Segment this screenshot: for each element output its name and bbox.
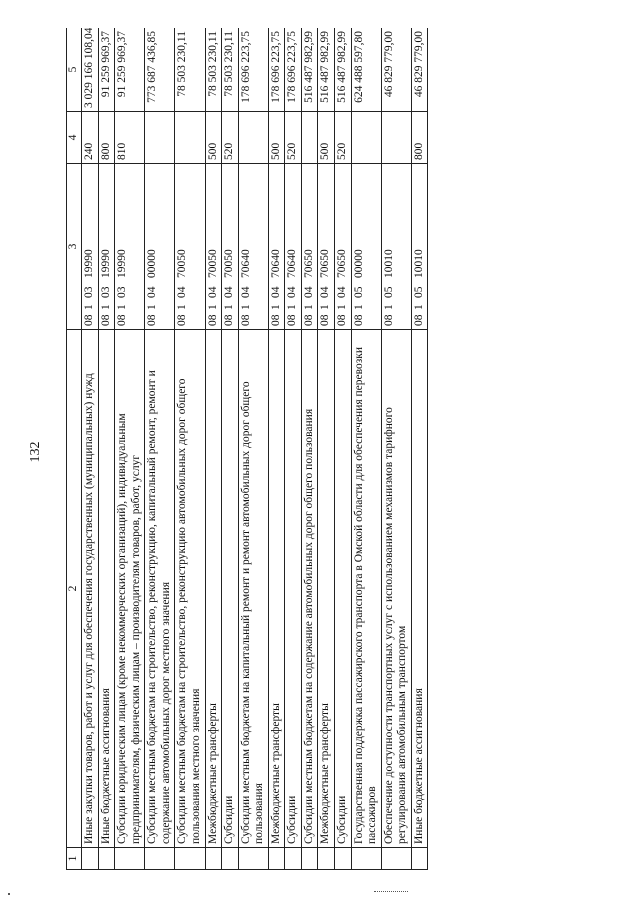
cell-name: Субсидии — [285, 330, 302, 848]
cell-kvr — [381, 112, 411, 164]
kbk-part-4: 19990 — [83, 249, 95, 278]
budget-table — [66, 28, 428, 870]
cell-kbk — [301, 164, 318, 330]
kbk-part-1: 08 — [99, 314, 112, 326]
table-row — [335, 28, 352, 870]
table-row — [205, 28, 222, 870]
kbk-part-3: 04 — [176, 286, 189, 298]
cell-sum: 3 029 166 108,04 — [82, 28, 99, 112]
cell-sum: 773 687 436,85 — [145, 28, 175, 112]
kbk-part-1: 08 — [286, 314, 299, 326]
page-number: 132 — [28, 441, 43, 463]
cell-col-1 — [268, 848, 285, 870]
cell-kvr: 500 — [268, 112, 285, 164]
cell-kbk — [222, 164, 239, 330]
cell-sum: 91 259 969,37 — [115, 28, 145, 112]
table-row — [115, 28, 145, 870]
kbk-part-1: 08 — [382, 314, 395, 326]
kbk-part-3: 05 — [382, 286, 395, 298]
kbk-part-2: 1 — [302, 304, 315, 310]
table-row — [381, 28, 411, 870]
cell-kbk — [381, 164, 411, 330]
kbk-part-4: 19990 — [99, 249, 112, 278]
kbk-part-1: 08 — [319, 314, 332, 326]
cell-name: Субсидии — [222, 330, 239, 848]
scan-dot-mark — [8, 893, 10, 895]
cell-name: Субсидии местным бюджетам на капитальный ремонт и ремонт автомобильных дорог общего пользования — [238, 330, 268, 848]
cell-name: Межбюджетные трансферты — [268, 330, 285, 848]
cell-kbk — [318, 164, 335, 330]
cell-sum: 516 487 982,99 — [301, 28, 318, 112]
cell-col-1 — [285, 848, 302, 870]
table-row — [411, 28, 428, 870]
header-col-1: 1 — [67, 848, 82, 870]
cell-name: Субсидии местным бюджетам на строительство, реконструкцию, капитальный ремонт, ремонт и содержание автомобильных дорог местного значения — [145, 330, 175, 848]
table-body — [82, 28, 428, 870]
kbk-part-3: 03 — [83, 286, 95, 298]
kbk-part-1: 08 — [269, 314, 282, 326]
kbk-part-1: 08 — [223, 314, 236, 326]
cell-col-1 — [222, 848, 239, 870]
cell-col-1 — [351, 848, 381, 870]
kbk-part-4: 00000 — [352, 249, 365, 278]
cell-kbk — [268, 164, 285, 330]
cell-kvr — [351, 112, 381, 164]
kbk-part-2: 1 — [382, 304, 395, 310]
cell-sum: 46 829 779,00 — [381, 28, 411, 112]
cell-col-1 — [381, 848, 411, 870]
kbk-part-1: 08 — [412, 314, 425, 326]
cell-kbk — [351, 164, 381, 330]
cell-kvr: 520 — [222, 112, 239, 164]
kbk-part-2: 1 — [239, 304, 252, 310]
cell-sum: 178 696 223,75 — [238, 28, 268, 112]
cell-name: Субсидии местным бюджетам на строительство, реконструкцию автомобильных дорог общего пользования местного значения — [175, 330, 205, 848]
table-row — [285, 28, 302, 870]
kbk-part-1: 08 — [83, 314, 95, 326]
cell-kvr: 240 — [82, 112, 99, 164]
cell-col-1 — [145, 848, 175, 870]
cell-name: Межбюджетные трансферты — [318, 330, 335, 848]
kbk-part-2: 1 — [83, 304, 95, 310]
cell-kbk — [335, 164, 352, 330]
cell-kvr: 500 — [318, 112, 335, 164]
cell-sum: 91 259 969,37 — [98, 28, 115, 112]
cell-name: Субсидии местным бюджетам на содержание автомобильных дорог общего пользования — [301, 330, 318, 848]
kbk-part-3: 04 — [223, 286, 236, 298]
cell-sum: 46 829 779,00 — [411, 28, 428, 112]
kbk-part-3: 04 — [269, 286, 282, 298]
cell-col-1 — [301, 848, 318, 870]
cell-name: Иные бюджетные ассигнования — [98, 330, 115, 848]
kbk-part-4: 70650 — [302, 249, 315, 278]
kbk-part-2: 1 — [412, 304, 425, 310]
kbk-part-2: 1 — [116, 304, 129, 310]
cell-col-1 — [318, 848, 335, 870]
kbk-part-4: 70050 — [176, 249, 189, 278]
kbk-part-2: 1 — [352, 304, 365, 310]
kbk-part-4: 00000 — [146, 249, 159, 278]
cell-name: Субсидии юридическим лицам (кроме некоммерческих организаций), индивидуальным предпринимателям, физическим лицам – производителям товаров, работ, услуг — [115, 330, 145, 848]
cell-kbk — [285, 164, 302, 330]
cell-kvr: 520 — [335, 112, 352, 164]
cell-sum: 178 696 223,75 — [285, 28, 302, 112]
header-col-3: 3 — [67, 164, 82, 330]
cell-sum: 78 503 230,11 — [205, 28, 222, 112]
kbk-part-4: 10010 — [412, 249, 425, 278]
kbk-part-4: 19990 — [116, 249, 129, 278]
kbk-part-3: 04 — [286, 286, 299, 298]
kbk-part-1: 08 — [352, 314, 365, 326]
kbk-part-4: 70650 — [336, 249, 348, 278]
kbk-part-2: 1 — [319, 304, 332, 310]
table-row — [145, 28, 175, 870]
kbk-part-3: 04 — [146, 286, 159, 298]
cell-kvr: 800 — [98, 112, 115, 164]
kbk-part-3: 04 — [319, 286, 332, 298]
cell-sum: 516 487 982,99 — [335, 28, 352, 112]
cell-sum: 178 696 223,75 — [268, 28, 285, 112]
kbk-part-2: 1 — [269, 304, 282, 310]
cell-kvr — [175, 112, 205, 164]
kbk-part-1: 08 — [116, 314, 129, 326]
kbk-part-3: 03 — [116, 286, 129, 298]
cell-name: Обеспечение доступности транспортных услуг с использованием механизмов тарифного регулирования автомобильным транспортом — [381, 330, 411, 848]
kbk-part-2: 1 — [336, 304, 348, 310]
kbk-part-3: 04 — [302, 286, 315, 298]
cell-kvr: 810 — [115, 112, 145, 164]
kbk-part-4: 70640 — [286, 249, 299, 278]
table-row — [82, 28, 99, 870]
kbk-part-3: 04 — [206, 286, 219, 298]
cell-col-1 — [335, 848, 352, 870]
cell-kbk — [411, 164, 428, 330]
kbk-part-2: 1 — [206, 304, 219, 310]
cell-sum: 78 503 230,11 — [222, 28, 239, 112]
cell-sum: 516 487 982,99 — [318, 28, 335, 112]
cell-kvr: 500 — [205, 112, 222, 164]
kbk-part-2: 1 — [176, 304, 189, 310]
kbk-part-3: 05 — [352, 286, 365, 298]
cell-kvr: 800 — [411, 112, 428, 164]
table-row — [318, 28, 335, 870]
cell-kbk — [145, 164, 175, 330]
table-inner — [66, 28, 584, 870]
cell-kbk — [82, 164, 99, 330]
kbk-part-3: 03 — [99, 286, 112, 298]
kbk-part-4: 70640 — [239, 249, 252, 278]
cell-kvr — [301, 112, 318, 164]
table-row — [98, 28, 115, 870]
kbk-part-4: 70650 — [319, 249, 332, 278]
cell-kbk — [98, 164, 115, 330]
cell-kbk — [238, 164, 268, 330]
cell-col-1 — [115, 848, 145, 870]
cell-sum: 78 503 230,11 — [175, 28, 205, 112]
kbk-part-4: 70640 — [269, 249, 282, 278]
kbk-part-1: 08 — [239, 314, 252, 326]
cell-name: Государственная поддержка пассажирского транспорта в Омской области для обеспечения перевозки пассажиров — [351, 330, 381, 848]
table-row — [175, 28, 205, 870]
cell-name: Субсидии — [335, 330, 352, 848]
kbk-part-2: 1 — [99, 304, 112, 310]
cell-sum: 624 488 597,80 — [351, 28, 381, 112]
cell-name: Межбюджетные трансферты — [205, 330, 222, 848]
header-col-2: 2 — [67, 330, 82, 848]
cell-kbk — [115, 164, 145, 330]
table-row — [268, 28, 285, 870]
kbk-part-4: 70050 — [206, 249, 219, 278]
table-row — [351, 28, 381, 870]
cell-name: Иные закупки товаров, работ и услуг для обеспечения государственных (муниципальных) нужд — [82, 330, 99, 848]
table-row — [238, 28, 268, 870]
kbk-part-1: 08 — [176, 314, 189, 326]
header-col-5: 5 — [67, 28, 82, 112]
table-header-row — [67, 28, 82, 870]
kbk-part-1: 08 — [206, 314, 219, 326]
kbk-part-1: 08 — [336, 314, 348, 326]
kbk-part-2: 1 — [146, 304, 159, 310]
cell-kvr — [238, 112, 268, 164]
cell-kbk — [175, 164, 205, 330]
table-row — [222, 28, 239, 870]
rotated-table-container — [66, 28, 584, 870]
cell-col-1 — [238, 848, 268, 870]
cell-col-1 — [82, 848, 99, 870]
cell-name: Иные бюджетные ассигнования — [411, 330, 428, 848]
footer-dotted-mark — [374, 891, 408, 892]
kbk-part-3: 05 — [412, 286, 425, 298]
kbk-part-2: 1 — [286, 304, 299, 310]
cell-col-1 — [175, 848, 205, 870]
cell-col-1 — [411, 848, 428, 870]
table-row — [301, 28, 318, 870]
kbk-part-1: 08 — [302, 314, 315, 326]
kbk-part-3: 04 — [239, 286, 252, 298]
kbk-part-4: 10010 — [382, 249, 395, 278]
kbk-part-2: 1 — [223, 304, 236, 310]
cell-kvr: 520 — [285, 112, 302, 164]
kbk-part-4: 70050 — [223, 249, 236, 278]
header-col-4: 4 — [67, 112, 82, 164]
cell-kbk — [205, 164, 222, 330]
kbk-part-1: 08 — [146, 314, 159, 326]
cell-col-1 — [205, 848, 222, 870]
cell-kvr — [145, 112, 175, 164]
cell-col-1 — [98, 848, 115, 870]
kbk-part-3: 04 — [336, 286, 348, 298]
